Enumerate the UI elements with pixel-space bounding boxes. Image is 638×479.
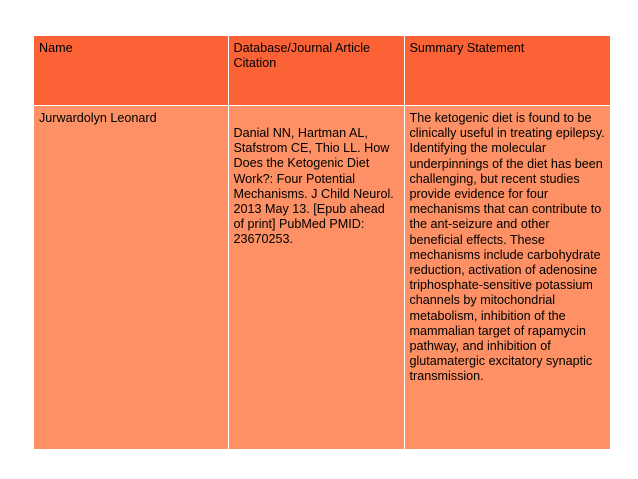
cell-citation: Danial NN, Hartman AL, Stafstrom CE, Thio LL. How Does the Ketogenic Diet Work?: Four Potential Mechanisms. J Child Neurol. 2013 May 13. [Epub ahead of print] PubMed PMID: 23670253. [233, 126, 394, 247]
header-name: Name [34, 36, 228, 106]
cell-citation-container [228, 106, 404, 450]
research-table [34, 36, 610, 449]
header-summary: Summary Statement [404, 36, 610, 106]
table-row [34, 106, 610, 450]
cell-summary: The ketogenic diet is found to be clinically useful in treating epilepsy. Identifying the molecular underpinnings of the diet has been challenging, but recent studies provide evidence for four mechanisms that can contribute to the ant-seizure and other beneficial effects. These mechanisms include carbohydrate reduction, activation of adenosine triphosphate-sensitive potassium channels by mitochondrial metabolism, inhibition of the mammalian target of rapamycin pathway, and inhibition of glutamatergic excitatory synaptic transmission. [404, 106, 610, 450]
cell-name: Jurwardolyn Leonard [34, 106, 228, 450]
table-header-row [34, 36, 610, 106]
header-citation: Database/Journal Article Citation [228, 36, 404, 106]
